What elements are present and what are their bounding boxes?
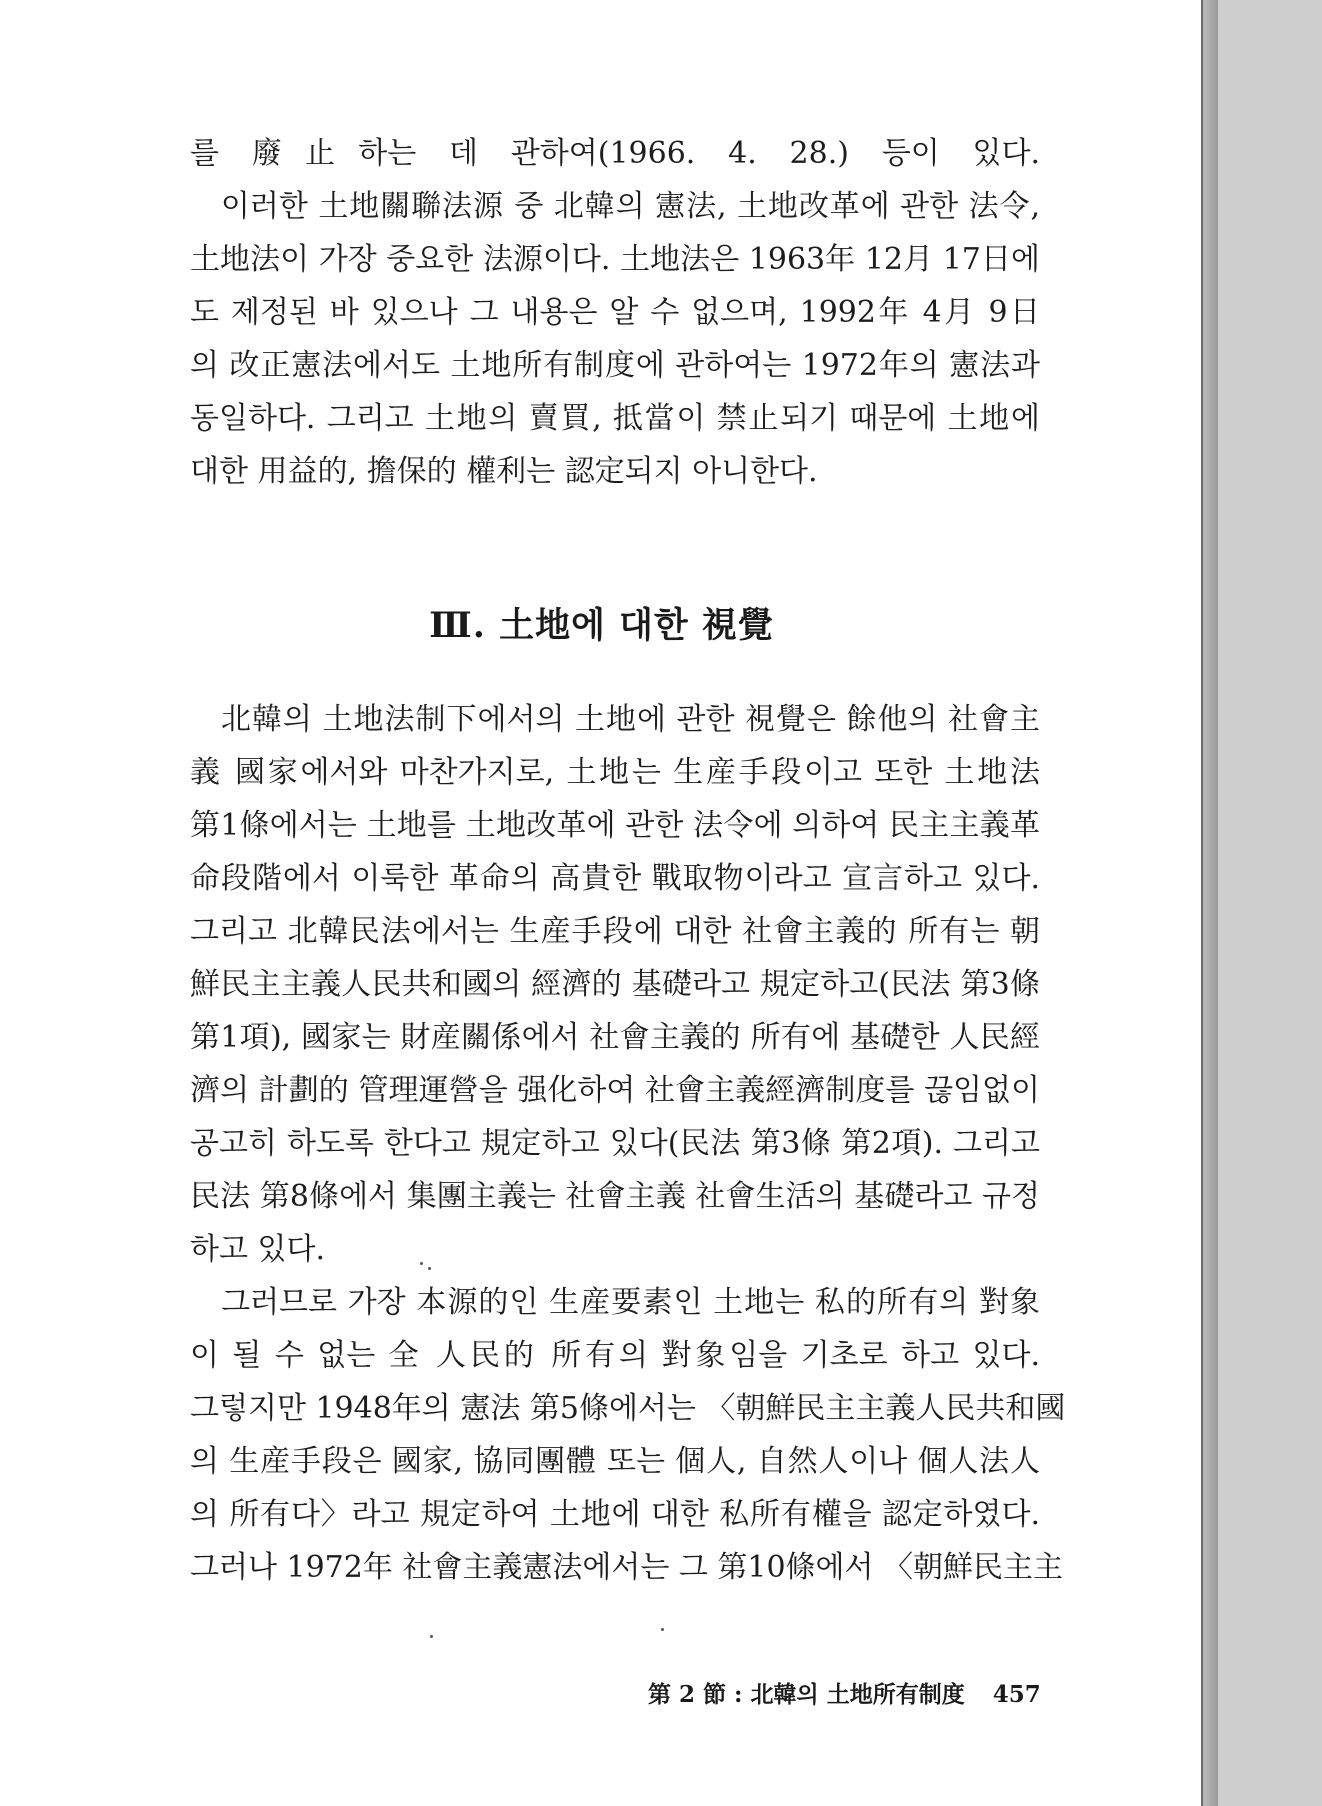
text-line: 義 國家에서와 마찬가지로, 土地는 生産手段이고 또한 土地法 [190, 755, 1040, 790]
text-line: 그리고 北韓民法에서는 生産手段에 대한 社會主義的 所有는 朝 [190, 914, 1040, 949]
text-line: 도 제정된 바 있으나 그 내용은 알 수 없으며, 1992年 4月 9日 [190, 295, 1040, 330]
paragraph-block-top [190, 127, 1040, 498]
text-line: 의 生産手段은 國家, 協同團體 또는 個人, 自然人이나 個人法人 [190, 1444, 1040, 1479]
text-line: 를 廢止하는 데 관하여(1966. 4. 28.) 등이 있다. [190, 136, 1040, 171]
scan-speck [420, 1262, 423, 1265]
text-line: 第1項), 國家는 財産關係에서 社會主義的 所有에 基礎한 人民經 [190, 1020, 1040, 1055]
scan-speck [428, 1267, 431, 1270]
text-line: 공고히 하도록 한다고 規定하고 있다(民法 第3條 第2項). 그리고 [190, 1126, 1040, 1161]
text-line: 의 改正憲法에서도 土地所有制度에 관하여는 1972年의 憲法과 [190, 348, 1040, 383]
text-line: 北韓의 土地法制下에서의 土地에 관한 視覺은 餘他의 社會主 [190, 702, 1040, 737]
paragraph-block-bottom [190, 693, 1066, 1594]
text-line: 그러나 1972年 社會主義憲法에서는 그 第10條에서 〈朝鮮民主主 [190, 1550, 1064, 1585]
section-heading: Ⅲ. 土地에 대한 視覺 [429, 605, 774, 646]
text-line: 의 所有다〉라고 規定하여 土地에 대한 私所有權을 認定하였다. [190, 1497, 1040, 1532]
text-line: 동일하다. 그리고 土地의 賣買, 抵當이 禁止되기 때문에 土地에 [190, 401, 1040, 436]
text-line: 民法 第8條에서 集團主義는 社會主義 社會生活의 基礎라고 규정 [190, 1179, 1040, 1214]
text-line: 命段階에서 이룩한 革命의 高貴한 戰取物이라고 宣言하고 있다. [190, 861, 1040, 896]
text-line: 鮮民主主義人民共和國의 經濟的 基礎라고 規定하고(民法 第3條 [190, 967, 1040, 1002]
text-line: 濟의 計劃的 管理運營을 强化하여 社會主義經濟制度를 끊임없이 [190, 1073, 1040, 1108]
scan-speck [661, 1628, 664, 1631]
text-line: 第1條에서는 土地를 土地改革에 관한 法令에 의하여 民主主義革 [190, 808, 1040, 843]
page-number: 457 [992, 1681, 1041, 1708]
text-line: 하고 있다. [190, 1232, 325, 1267]
running-head: 第 2 節 : 北韓의 土地所有制度 [648, 1681, 965, 1708]
text-line: 그렇지만 1948年의 憲法 第5條에서는 〈朝鮮民主主義人民共和國 [190, 1391, 1066, 1426]
scan-speck [430, 1635, 433, 1638]
text-line: 이 될 수 없는 全 人民的 所有의 對象임을 기초로 하고 있다. [190, 1338, 1040, 1373]
text-line: 土地法이 가장 중요한 法源이다. 土地法은 1963年 12月 17日에 [190, 242, 1040, 277]
text-line: 이러한 土地關聯法源 중 北韓의 憲法, 土地改革에 관한 法令, [190, 189, 1040, 224]
page-footer [648, 1676, 1041, 1709]
text-line: 대한 用益的, 擔保的 權利는 認定되지 아니한다. [190, 454, 818, 489]
text-line: 그러므로 가장 本源的인 生産要素인 土地는 私的所有의 對象 [190, 1285, 1040, 1320]
